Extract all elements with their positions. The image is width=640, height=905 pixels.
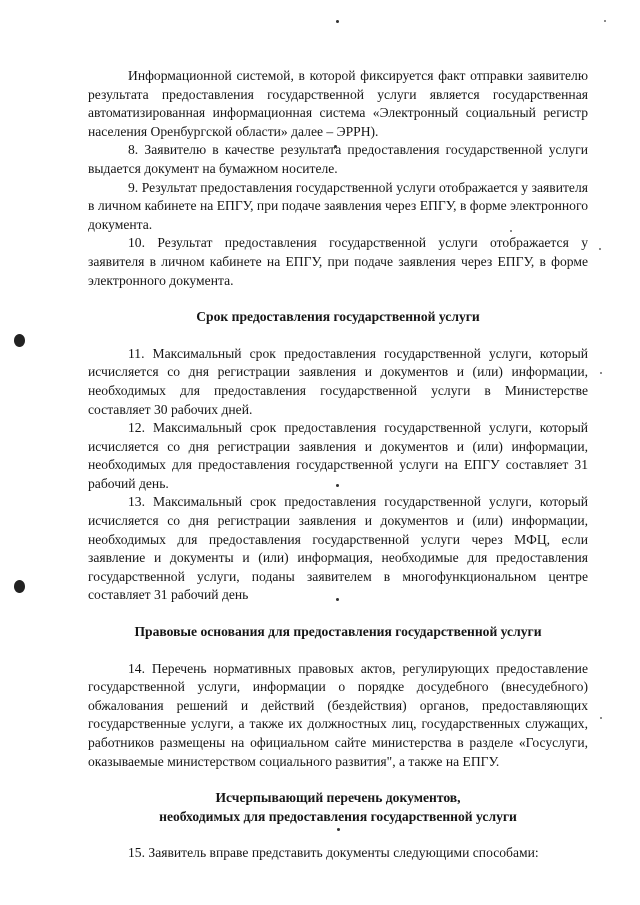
punch-hole-mark bbox=[14, 580, 25, 593]
section-heading-legal: Правовые основания для предоставления государственной услуги bbox=[134, 624, 542, 640]
paragraph-10: 10. Результат предоставления государственной услуги отображается у заявителя в личном кабинете на ЕПГУ, при подаче заявления через ЕПГУ, в форме электронного документа. bbox=[88, 235, 588, 288]
scan-speck bbox=[336, 20, 339, 23]
paragraph-11: 11. Максимальный срок предоставления государственной услуги, который исчисляется со дня регистрации заявления и документов и (или) информации, необходимых для предоставления государственной услуги в Министерстве составляет 30 рабочих дней. bbox=[88, 345, 588, 417]
section-heading-term: Срок предоставления государственной услуги bbox=[196, 309, 480, 325]
paragraph-9: 9. Результат предоставления государственной услуги отображается у заявителя в личном кабинете на ЕПГУ, при подаче заявления через ЕПГУ, в форме электронного документа. bbox=[88, 179, 588, 232]
scan-speck bbox=[599, 248, 601, 250]
scan-speck bbox=[600, 717, 602, 719]
paragraph-15: 15. Заявитель вправе представить документы следующими способами: bbox=[128, 845, 539, 861]
paragraph-12: 12. Максимальный срок предоставления государственной услуги, который исчисляется со дня регистрации заявления и документов и (или) информации, необходимых для предоставления государственной услуги на ЕПГУ составляет 31 рабочий день. bbox=[88, 420, 588, 491]
scan-speck bbox=[604, 20, 606, 22]
paragraph-8: 8. Заявителю в качестве результата предоставления государственной услуги выдается документ на бумажном носителе. bbox=[88, 142, 588, 176]
section-heading-docs-line1: Исчерпывающий перечень документов, bbox=[215, 790, 461, 806]
paragraph-info-system: Информационной системой, в которой фиксируется факт отправки заявителю результата предоставления государственной услуги является государственная автоматизированная информационная система «Электронный социальный регистр населения Оренбургской области» далее – ЭРРН). bbox=[88, 68, 588, 139]
section-heading-docs-line2: необходимых для предоставления государственной услуги bbox=[159, 808, 517, 824]
punch-hole-mark bbox=[14, 334, 25, 347]
scan-speck bbox=[600, 372, 602, 374]
paragraph-13: 13. Максимальный срок предоставления государственной услуги, который исчисляется со дня регистрации заявления и документов и (или) информации, необходимых для предоставления государственной услуги через МФЦ, если заявление и документы и (или) информация, необходимые для предоставления государственной услуги, поданы заявителем в многофункциональном центре составляет 31 рабочий день bbox=[88, 494, 588, 603]
document-body bbox=[88, 67, 588, 863]
paragraph-14: 14. Перечень нормативных правовых актов, регулирующих предоставление государственной услуги, информации о порядке досудебного (внесудебного) обжалования решений и действий (бездействия) органов, предоставляющих государственные услуги, а также их должностных лиц, государственных служащих, работников размещены на официальном сайте министерства в разделе «Госуслуги, оказываемые министерством социального развития", а также на ЕПГУ. bbox=[88, 660, 588, 769]
